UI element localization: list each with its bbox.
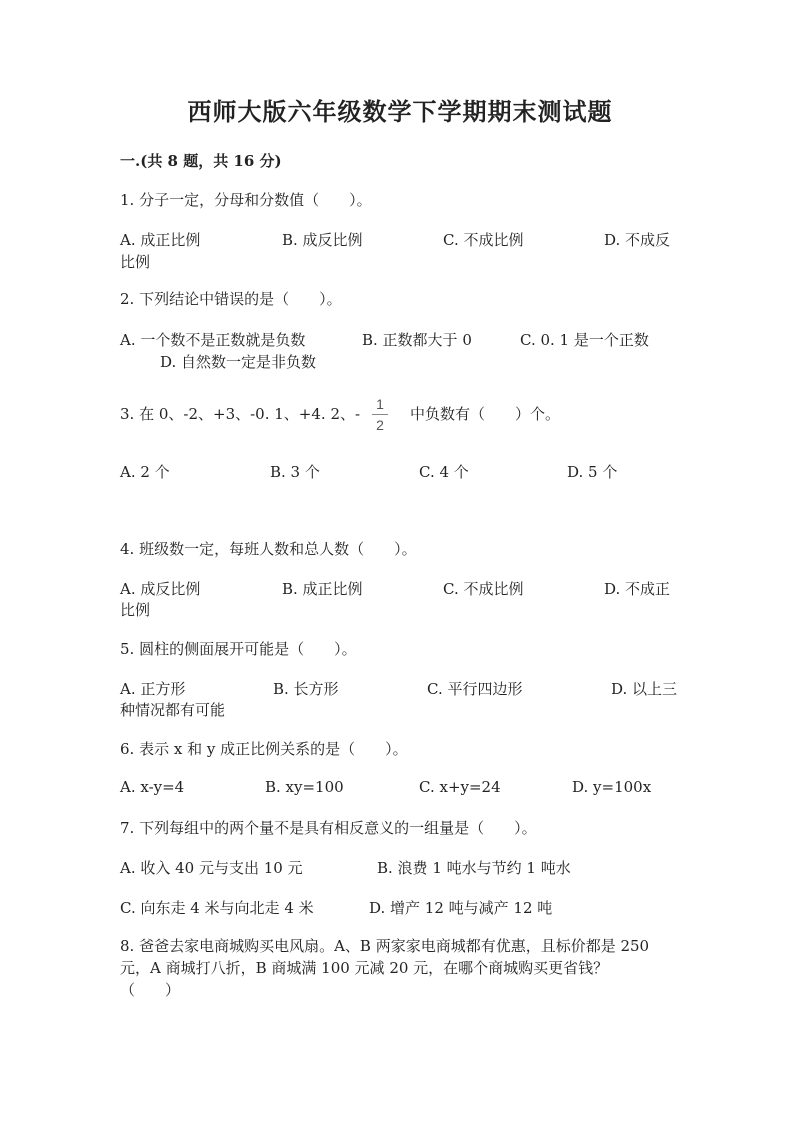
question-1: 1. 分子一定，分母和分数值（ ）。 [120, 191, 372, 209]
q5-option-a[interactable]: A. 正方形 [120, 680, 186, 698]
question-8-line-2: 元，A 商城打八折，B 商城满 100 元减 20 元，在哪个商城购买更省钱？ [120, 959, 609, 977]
fraction-denominator: 2 [376, 417, 384, 433]
q4-option-d-cont: 比例 [120, 601, 151, 619]
q4-option-b[interactable]: B. 成正比例 [282, 580, 363, 598]
question-6: 6. 表示 x 和 y 成正比例关系的是（ ）。 [120, 740, 408, 758]
q2-option-b[interactable]: B. 正数都大于 0 [362, 331, 472, 349]
q4-option-a[interactable]: A. 成反比例 [120, 580, 201, 598]
q2-option-c[interactable]: C. 0. 1 是一个正数 [520, 331, 649, 349]
question-4: 4. 班级数一定，每班人数和总人数（ ）。 [120, 540, 417, 558]
q6-option-b[interactable]: B. xy=100 [265, 778, 344, 796]
q1-option-c[interactable]: C. 不成比例 [443, 231, 524, 249]
q2-option-a[interactable]: A. 一个数不是正数就是负数 [120, 331, 306, 349]
question-8-line-1: 8. 爸爸去家电商城购买电风扇。A、B 两家家电商城都有优惠，且标价都是 250 [120, 937, 650, 955]
question-5: 5. 圆柱的侧面展开可能是（ ）。 [120, 640, 357, 658]
q4-option-d[interactable]: D. 不成正 [604, 580, 671, 598]
q1-option-b[interactable]: B. 成反比例 [282, 231, 363, 249]
q7-option-b[interactable]: B. 浪费 1 吨水与节约 1 吨水 [377, 859, 571, 877]
page-title: 西师大版六年级数学下学期期末测试题 [187, 97, 613, 126]
fraction-bar [372, 414, 388, 415]
q1-option-a[interactable]: A. 成正比例 [120, 231, 201, 249]
q3-option-a[interactable]: A. 2 个 [120, 463, 170, 481]
q7-option-c[interactable]: C. 向东走 4 米与向北走 4 米 [120, 899, 314, 917]
q5-option-d-cont: 种情况都有可能 [120, 701, 226, 719]
fraction-one-half [372, 396, 388, 433]
q3-option-c[interactable]: C. 4 个 [419, 463, 469, 481]
question-2: 2. 下列结论中错误的是（ ）。 [120, 290, 342, 308]
q2-option-d[interactable]: D. 自然数一定是非负数 [160, 353, 317, 371]
q7-option-d[interactable]: D. 增产 12 吨与减产 12 吨 [369, 899, 553, 917]
question-8 [120, 935, 680, 1001]
q1-option-d[interactable]: D. 不成反 [604, 231, 671, 249]
fraction-numerator: 1 [376, 396, 384, 412]
q5-option-c[interactable]: C. 平行四边形 [427, 680, 523, 698]
question-8-answer-blank: （ ） [120, 981, 181, 999]
section-heading: 一.(共 8 题，共 16 分) [120, 152, 282, 170]
question-3-before: 3. 在 0、-2、+3、-0. 1、+4. 2、- [120, 405, 361, 423]
question-3-after: 中负数有（ ）个。 [410, 405, 561, 423]
q1-option-d-cont: 比例 [120, 253, 151, 271]
q3-option-d[interactable]: D. 5 个 [567, 463, 618, 481]
q5-option-b[interactable]: B. 长方形 [273, 680, 339, 698]
q6-option-a[interactable]: A. x-y=4 [120, 778, 185, 796]
q4-option-c[interactable]: C. 不成比例 [443, 580, 524, 598]
q7-option-a[interactable]: A. 收入 40 元与支出 10 元 [120, 859, 303, 877]
q5-option-d[interactable]: D. 以上三 [611, 680, 678, 698]
question-7: 7. 下列每组中的两个量不是具有相反意义的一组量是（ ）。 [120, 819, 537, 837]
q3-option-b[interactable]: B. 3 个 [270, 463, 320, 481]
q6-option-d[interactable]: D. y=100x [572, 778, 652, 796]
q6-option-c[interactable]: C. x+y=24 [419, 778, 501, 796]
